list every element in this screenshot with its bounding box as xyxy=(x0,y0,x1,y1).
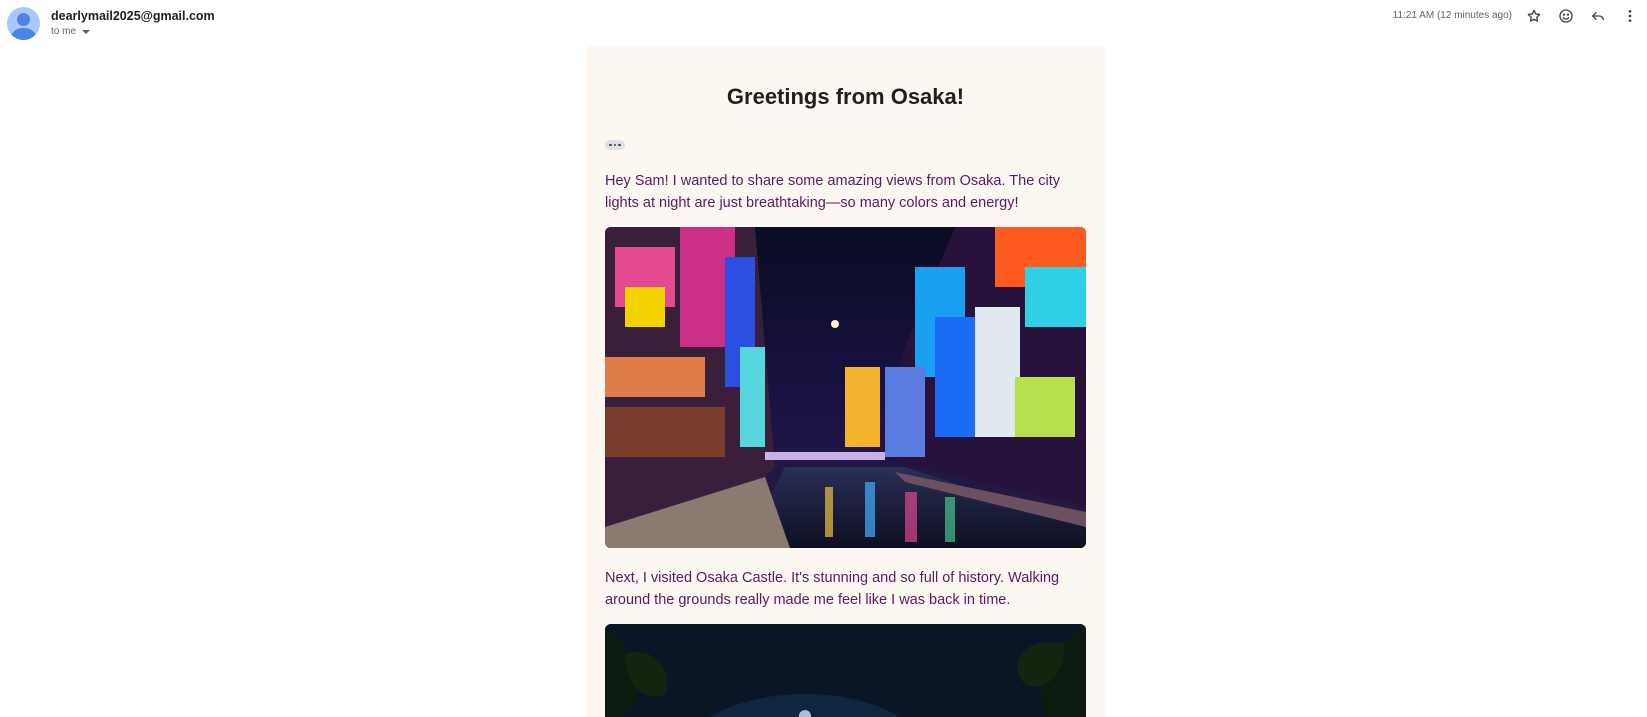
dot xyxy=(609,144,612,147)
star-icon[interactable] xyxy=(1524,6,1544,26)
more-vert-icon[interactable] xyxy=(1620,6,1640,26)
show-trimmed-content-button[interactable] xyxy=(605,140,625,150)
timestamp: 11:21 AM (12 minutes ago) xyxy=(1392,10,1512,21)
email-paragraph: Next, I visited Osaka Castle. It's stunning and so full of history. Walking around the grounds really made me feel like I was back in time. xyxy=(605,570,1060,608)
recipients-toggle[interactable] xyxy=(51,26,90,37)
avatar[interactable] xyxy=(7,7,40,40)
avatar-head xyxy=(17,13,30,26)
reply-icon[interactable] xyxy=(1588,6,1608,26)
dot xyxy=(618,144,621,147)
osaka-castle-photo[interactable] xyxy=(605,624,1086,717)
email-title: Greetings from Osaka! xyxy=(726,84,965,109)
chevron-down-icon xyxy=(82,30,90,34)
osaka-night-photo[interactable] xyxy=(605,227,1086,548)
dot xyxy=(614,144,617,147)
to-me-label: to me xyxy=(51,26,77,37)
sender-address: dearlymail2025@gmail.com xyxy=(51,9,215,23)
email-body-card xyxy=(586,46,1105,717)
osaka-castle-illustration xyxy=(605,624,1086,717)
emoji-icon[interactable] xyxy=(1556,6,1576,26)
osaka-night-illustration xyxy=(605,227,1086,548)
avatar-body xyxy=(11,28,36,40)
email-paragraph: Hey Sam! I wanted to share some amazing views from Osaka. The city lights at night are just breathtaking—so many colors and energy! xyxy=(605,173,1061,211)
